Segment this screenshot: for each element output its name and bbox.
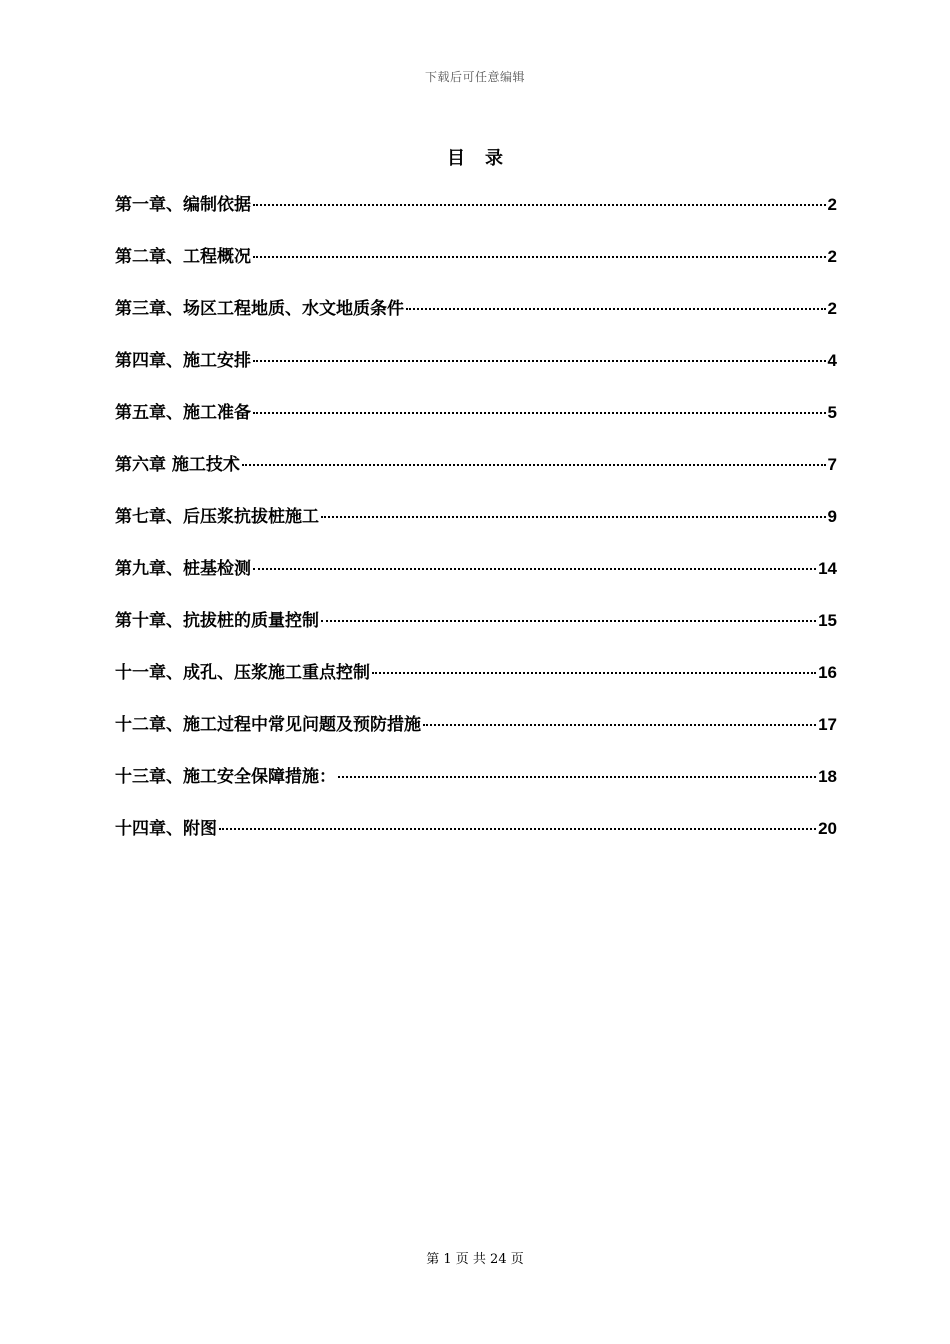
toc-entry-11[interactable] xyxy=(115,710,837,762)
toc-entry-8[interactable] xyxy=(115,554,837,606)
toc-entry-10[interactable] xyxy=(115,658,837,710)
dot-leader xyxy=(321,620,816,622)
toc-entry-page: 17 xyxy=(818,715,837,734)
dot-leader xyxy=(321,516,826,518)
toc-entry-title: 十三章、施工安全保障措施： xyxy=(115,767,336,787)
toc-entry-7[interactable] xyxy=(115,502,837,554)
toc-entry-title: 第二章、工程概况 xyxy=(115,247,251,267)
toc-entry-5[interactable] xyxy=(115,398,837,450)
page-footer-page-number: 第 1 页 共 24 页 xyxy=(426,1252,524,1267)
toc-entry-page: 4 xyxy=(827,351,837,370)
toc-entry-4[interactable] xyxy=(115,346,837,398)
toc-entry-page: 20 xyxy=(818,819,837,838)
toc-entry-page: 5 xyxy=(827,403,837,422)
toc-entry-title: 第三章、场区工程地质、水文地质条件 xyxy=(115,299,404,319)
toc-entry-page: 2 xyxy=(827,195,837,214)
toc-entry-1[interactable] xyxy=(115,190,837,242)
dot-leader xyxy=(253,568,816,570)
dot-leader xyxy=(253,412,826,414)
toc-entry-title: 十一章、成孔、压浆施工重点控制 xyxy=(115,663,370,683)
toc-entry-page: 7 xyxy=(827,455,837,474)
toc-entry-title: 十四章、附图 xyxy=(115,819,217,839)
toc-entry-2[interactable] xyxy=(115,242,837,294)
page-header-note: 下载后可任意编辑 xyxy=(424,70,525,84)
toc-entry-title: 第六章 施工技术 xyxy=(115,455,240,475)
dot-leader xyxy=(219,828,816,830)
toc-title: 目录 xyxy=(447,148,523,169)
dot-leader xyxy=(372,672,816,674)
dot-leader xyxy=(253,256,826,258)
toc-entry-page: 15 xyxy=(818,611,837,630)
toc-entry-page: 9 xyxy=(827,507,837,526)
toc-entry-title: 第五章、施工准备 xyxy=(115,403,251,423)
toc-entry-6[interactable] xyxy=(115,450,837,502)
toc-entry-12[interactable] xyxy=(115,762,837,814)
dot-leader xyxy=(338,776,816,778)
toc-entry-title: 第七章、后压浆抗拔桩施工 xyxy=(115,507,319,527)
toc-entry-title: 第十章、抗拔桩的质量控制 xyxy=(115,611,319,631)
dot-leader xyxy=(253,204,826,206)
dot-leader xyxy=(253,360,826,362)
toc-entry-title: 第一章、编制依据 xyxy=(115,195,251,215)
toc-entry-page: 16 xyxy=(818,663,837,682)
dot-leader xyxy=(242,464,826,466)
toc-entry-3[interactable] xyxy=(115,294,837,346)
toc-entry-13[interactable] xyxy=(115,814,837,866)
dot-leader xyxy=(423,724,816,726)
toc-entry-title: 第九章、桩基检测 xyxy=(115,559,251,579)
toc-entry-page: 2 xyxy=(827,299,837,318)
toc-entry-page: 14 xyxy=(818,559,837,578)
toc-entry-title: 十二章、施工过程中常见问题及预防措施 xyxy=(115,715,421,735)
toc-entry-page: 2 xyxy=(827,247,837,266)
toc-entry-9[interactable] xyxy=(115,606,837,658)
dot-leader xyxy=(406,308,826,310)
toc-entry-title: 第四章、施工安排 xyxy=(115,351,251,371)
toc-entry-page: 18 xyxy=(818,767,837,786)
table-of-contents xyxy=(115,190,837,866)
